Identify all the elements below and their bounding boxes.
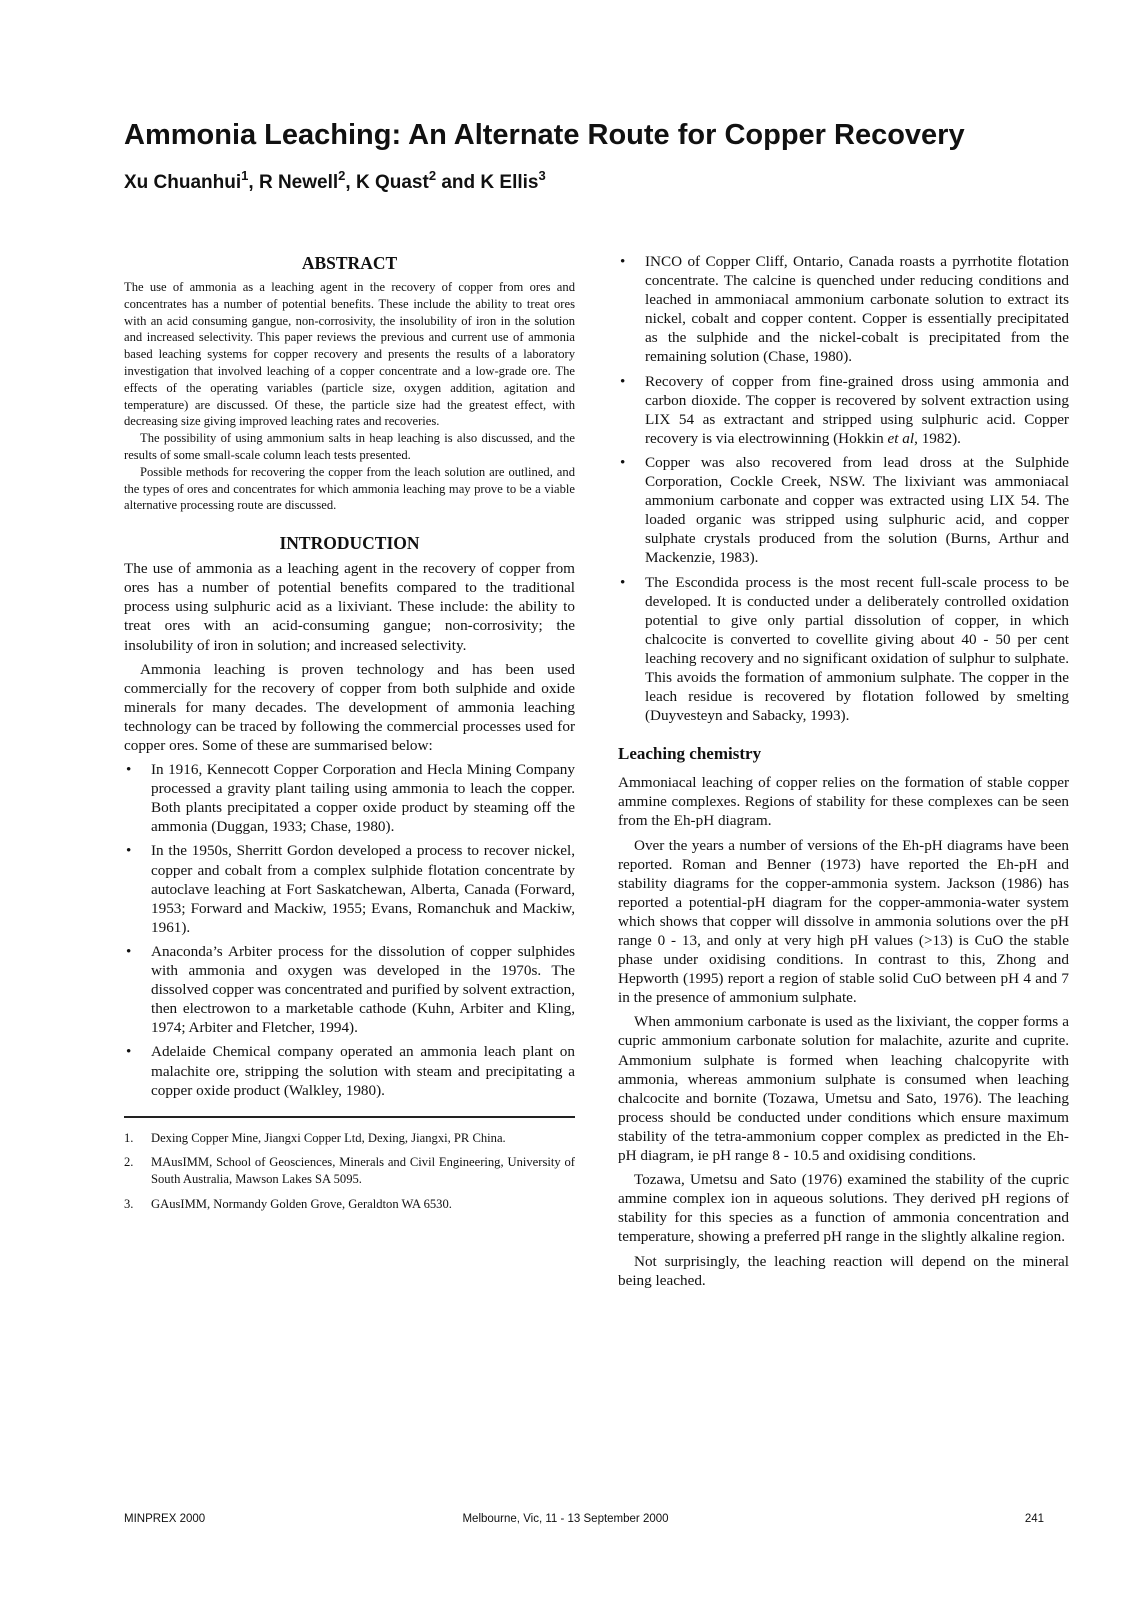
right-column	[618, 252, 1069, 1295]
body-paragraph: Tozawa, Umetsu and Sato (1976) examined the stability of the cupric ammine complex ion in aqueous solutions. They derived pH regions of stability for this species as a function of ammonia concentration and temperature, showing a preferred pH range in the slightly alkaline region.	[618, 1171, 1069, 1246]
leaching-chemistry-heading: Leaching chemistry	[618, 744, 762, 764]
body-paragraph: Ammonia leaching is proven technology and has been used commercially for the recovery of copper from both sulphide and oxide minerals for many decades. The development of ammonia leaching technology can be traced by following the commercial processes used for copper ores. Some of these are summarised below:	[124, 660, 575, 754]
list-item-text: Copper was also recovered from lead dross at the Sulphide Corporation, Cockle Creek, NSW. The lixiviant was ammoniacal ammonium carbonate and copper was extracted using LIX 54. The loaded organic was stripped using sulphuric acid, and copper sulphate crystals produced from the solution (Burns, Arthur and Mackenzie, 1983).	[645, 453, 1069, 567]
introduction-section	[124, 532, 575, 1100]
footnote-text: GAusIMM, Normandy Golden Grove, Geraldton WA 6530.	[151, 1197, 452, 1212]
list-item-text: The Escondida process is the most recent full-scale process to be developed. It is conducted under a deliberately controlled oxidation potential to give only partial dissolution of copper, in which chalcocite is converted to covellite giving about 40 - 50 per cent leaching recovery and no significant oxidation of sulphur to sulphate. This avoids the formation of ammonium sulphate. The copper in the leach residue is recovered by flotation followed by smelting (Duyvesteyn and Sabacky, 1993).	[645, 573, 1069, 725]
body-paragraph: The use of ammonia as a leaching agent in the recovery of copper from ores has a number of potential benefits compared to the traditional process using sulphuric acid as a lixiviant. These include: the ability to treat ores with an acid-consuming gangue; non-corrosivity; the insolubility of iron in solution; and increased selectivity.	[124, 560, 575, 654]
bullet-icon: •	[126, 1043, 132, 1061]
citation-italic: et al	[887, 429, 915, 447]
body-paragraph: Not surprisingly, the leaching reaction will depend on the mineral being leached.	[618, 1252, 1069, 1289]
list-item	[124, 942, 575, 1037]
process-list	[124, 760, 575, 1100]
leaching-chemistry-section	[618, 743, 1069, 1289]
footnote-divider	[124, 1116, 575, 1118]
list-item-text: In 1916, Kennecott Copper Corporation and Hecla Mining Company processed a gravity plant tailing using ammonia to leach the copper. Both plants precipitated a copper oxide product by steaming off the ammonia (Duggan, 1933; Chase, 1980).	[151, 761, 575, 836]
bullet-icon: •	[126, 842, 132, 860]
author-line	[124, 170, 1024, 196]
body-paragraph: When ammonium carbonate is used as the lixiviant, the copper forms a cupric ammonium carbonate solution for malachite, azurite and cuprite. Ammonium sulphate is formed when leaching chalcopyrite with ammonia, whereas ammonium sulphate is consumed when leaching chalcocite and bornite (Tozawa, Umetsu and Sato, 1976). The leaching process should be conducted under conditions which ensure maximum stability of the tetra-ammonium copper complex as predicted in the Eh-pH diagram, ie pH range 8 - 10.5 and oxidising conditions.	[618, 1013, 1069, 1165]
footnote-number: 3.	[124, 1197, 134, 1212]
list-item	[618, 372, 1069, 448]
bullet-icon: •	[620, 253, 626, 270]
abstract-paragraph: Possible methods for recovering the copper from the leach solution are outlined, and the types of ores and concentrates for which ammonia leaching may prove to be a viable alternative processing route are discussed.	[124, 464, 575, 513]
author-separator: and	[436, 172, 481, 193]
author-name: R Newell	[258, 172, 339, 193]
abstract-heading: ABSTRACT	[301, 253, 398, 273]
author-name: K Ellis	[480, 172, 539, 193]
footer-location-date: Melbourne, Vic, 11 - 13 September 2000	[462, 1513, 669, 1525]
author-separator: ,	[248, 172, 259, 193]
abstract-section	[124, 252, 575, 514]
author-affiliation-mark: 2	[428, 168, 437, 183]
list-item	[124, 760, 575, 836]
list-item-text: INCO of Copper Cliff, Ontario, Canada roasts a pyrrhotite flotation concentrate. The calcine is quenched under reducing conditions and leached in ammoniacal ammonium carbonate solution to extract its nickel, cobalt and copper content. Copper is essentially precipitated as the sulphide and the nickel-cobalt is precipitated from the remaining solution (Chase, 1980).	[645, 253, 1069, 366]
footnote-text: Dexing Copper Mine, Jiangxi Copper Ltd, Dexing, Jiangxi, PR China.	[151, 1130, 506, 1145]
footer-conference: MINPREX 2000	[124, 1513, 206, 1525]
paper-title: Ammonia Leaching: An Alternate Route for Copper Recovery	[124, 119, 965, 151]
bullet-icon: •	[126, 942, 132, 960]
footnote	[124, 1130, 575, 1147]
introduction-heading: INTRODUCTION	[279, 533, 420, 554]
bullet-icon: •	[620, 372, 626, 390]
page-number: 241	[1024, 1513, 1044, 1525]
process-list-continued	[618, 252, 1069, 725]
footnote-number: 2.	[124, 1155, 134, 1170]
list-item	[618, 252, 1069, 367]
list-item-text: Adelaide Chemical company operated an ammonia leach plant on malachite ore, stripping the solution with steam and precipitating a copper oxide product (Walkley, 1980).	[151, 1043, 575, 1099]
author-affiliation-mark: 1	[241, 168, 249, 183]
list-item-text: Anaconda’s Arbiter process for the dissolution of copper sulphides with ammonia and oxygen was developed in the 1970s. The dissolved copper was concentrated and purified by solvent extraction, then electrowon to a marketable cathode (Kuhn, Arbiter and Kling, 1974; Arbiter and Fletcher, 1994).	[151, 942, 575, 1037]
abstract-paragraph: The use of ammonia as a leaching agent in the recovery of copper from ores and concentrates has a number of potential benefits. These include the ability to treat ores with an acid consuming gangue, non-corrosivity, the insolubility of iron in the solution and increased selectivity. This paper reviews the previous and current use of ammonia based leaching systems for copper recovery and presents the results of a laboratory investigation that involved leaching of a copper concentrate and a low-grade ore. The effects of the operating variables (particle size, oxygen addition, agitation and temperature) are discussed. Of these, the particle size had the greatest effect, with decreasing size giving improved leaching rates and recoveries.	[124, 280, 575, 429]
author-name: K Quast	[355, 172, 429, 193]
abstract-paragraph: The possibility of using ammonium salts in heap leaching is also discussed, and the results of some small-scale column leach tests presented.	[124, 431, 575, 462]
bullet-icon: •	[620, 453, 626, 471]
list-item-text: Recovery of copper from fine-grained dross using ammonia and carbon dioxide. The copper is recovered by solvent extraction using LIX 54 as extractant and stripped using sulphuric acid. Copper recovery is via electrowinning (Hokkin	[645, 372, 1069, 447]
list-item	[618, 453, 1069, 568]
left-column	[124, 252, 575, 1221]
body-paragraph: Over the years a number of versions of the Eh-pH diagrams have been reported. Roman and Benner (1973) have reported the Eh-pH and stability diagrams for the copper-ammonia system. Jackson (1986) has reported a potential-pH diagram for the copper-ammonia-water system which shows that copper will dissolve in ammonia solutions over the pH range 0 - 13, and only at very high pH values (>13) is CuO the stable phase under oxidising conditions. In contrast to this, Zhong and Hepworth (1995) report a region of stable solid CuO between pH 4 and 7 in the presence of ammonium sulphate.	[618, 836, 1069, 1007]
list-item-text: In the 1950s, Sherritt Gordon developed a process to recover nickel, copper and cobalt from a complex sulphide flotation concentrate by autoclave leaching at Fort Saskatchewan, Alberta, Canada (Forward, 1953; Forward and Mackiw, 1955; Evans, Romanchuk and Mackiw, 1961).	[151, 842, 575, 936]
list-item	[618, 573, 1069, 726]
footnote	[124, 1196, 575, 1213]
list-item	[124, 1042, 575, 1099]
list-item	[124, 841, 575, 936]
bullet-icon: •	[126, 761, 132, 779]
bullet-icon: •	[620, 573, 626, 591]
footnote	[124, 1154, 575, 1188]
author-name: Xu Chuanhui	[124, 172, 242, 193]
body-paragraph: Ammoniacal leaching of copper relies on the formation of stable copper ammine complexes. Regions of stability for these complexes can be seen from the Eh-pH diagram.	[618, 774, 1069, 830]
citation-tail: , 1982).	[914, 429, 961, 447]
author-separator: ,	[345, 172, 356, 193]
affiliation-footnotes	[124, 1130, 575, 1213]
author-affiliation-mark: 2	[338, 168, 346, 183]
author-affiliation-mark: 3	[538, 168, 546, 183]
footnote-number: 1.	[124, 1130, 134, 1145]
footnote-text: MAusIMM, School of Geosciences, Minerals and Civil Engineering, University of South Australia, Mawson Lakes SA 5095.	[151, 1155, 575, 1187]
